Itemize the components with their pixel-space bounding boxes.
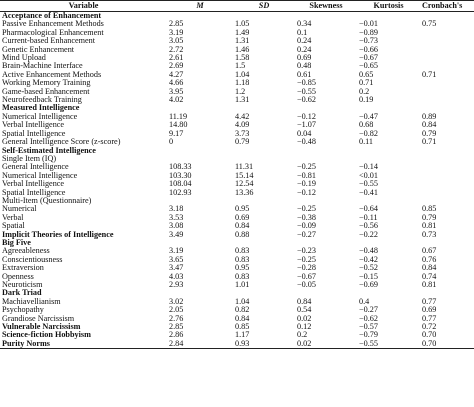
variable-cell: Acceptance of Enhancement: [2, 11, 102, 20]
sd-cell: 1.5: [235, 62, 246, 71]
sd-cell: 1.18: [235, 79, 250, 88]
kurtosis-cell: −0.48: [359, 247, 378, 256]
cronbach-cell: 0.85: [422, 205, 437, 214]
table-row: [0, 264, 474, 272]
mean-cell: 4.27: [169, 70, 184, 79]
sd-cell: 0.83: [235, 272, 250, 281]
mean-cell: 2.61: [169, 54, 184, 63]
mean-cell: [167, 147, 233, 155]
variable-cell: Measured Intelligence: [2, 104, 80, 113]
variable-cell: General Intelligence Score (z-score): [2, 138, 121, 147]
table-row: [0, 113, 474, 121]
kurtosis-cell: −0.41: [359, 188, 378, 197]
skewness-cell: [295, 104, 357, 112]
sd-cell: 1.58: [235, 54, 250, 63]
kurtosis-cell: −0.14: [359, 163, 378, 172]
mean-cell: 9.17: [169, 129, 184, 138]
kurtosis-cell: 0.2: [359, 87, 370, 96]
kurtosis-cell: 0.11: [359, 138, 374, 147]
sd-cell: [233, 147, 295, 155]
cronbach-cell: [420, 180, 474, 188]
sd-cell: 0.79: [235, 138, 250, 147]
table-body: [0, 12, 474, 349]
header-row: [0, 1, 474, 12]
sd-cell: 0.85: [235, 323, 250, 332]
cronbach-cell: 0.67: [422, 247, 437, 256]
mean-cell: 11.19: [169, 112, 188, 121]
sd-cell: 4.42: [235, 112, 250, 121]
sd-cell: 1.31: [235, 37, 250, 46]
cronbach-cell: 0.81: [422, 222, 437, 231]
table-row: [0, 88, 474, 96]
table-row: [0, 71, 474, 79]
table-row: [0, 256, 474, 264]
sd-cell: 1.17: [235, 331, 250, 340]
kurtosis-cell: [357, 155, 420, 163]
kurtosis-cell: −0.01: [359, 20, 378, 29]
table-row: [0, 29, 474, 37]
skewness-cell: −0.19: [297, 180, 316, 189]
mean-cell: 3.05: [169, 37, 184, 46]
skewness-cell: [295, 239, 357, 247]
cronbach-cell: 0.76: [422, 255, 437, 264]
variable-cell: Grandiose Narcissism: [2, 314, 75, 323]
kurtosis-cell: −0.69: [359, 281, 378, 289]
kurtosis-cell: −0.62: [359, 314, 378, 323]
table-row: [0, 239, 474, 247]
variable-cell: Psychopathy: [2, 306, 44, 315]
sd-cell: [233, 239, 295, 247]
kurtosis-cell: −0.22: [359, 230, 378, 239]
variable-cell: Active Enhancement Methods: [2, 70, 102, 79]
skewness-cell: −0.81: [297, 171, 316, 180]
sd-cell: 0.93: [233, 340, 295, 349]
mean-cell: 3.53: [169, 213, 184, 222]
kurtosis-cell: −0.52: [359, 264, 378, 273]
kurtosis-cell: 0.19: [359, 96, 374, 105]
table-row: [0, 298, 474, 306]
sd-cell: 15.14: [235, 171, 254, 180]
kurtosis-cell: −0.27: [359, 306, 378, 315]
skewness-cell: −0.25: [297, 205, 316, 214]
sd-cell: 0.83: [235, 255, 250, 264]
sd-cell: 0.83: [235, 247, 250, 256]
skewness-cell: 0.54: [297, 306, 312, 315]
kurtosis-cell: 0.4: [359, 297, 370, 306]
mean-cell: 108.33: [169, 163, 192, 172]
sd-cell: 1.49: [235, 28, 250, 37]
sd-cell: 1.04: [235, 70, 250, 79]
skewness-cell: [295, 155, 357, 163]
cronbach-cell: [420, 155, 474, 163]
mean-cell: [167, 104, 233, 112]
mean-cell: [167, 289, 233, 297]
skewness-cell: 0.02: [297, 314, 312, 323]
cronbach-cell: [420, 54, 474, 62]
cronbach-cell: [420, 29, 474, 37]
kurtosis-cell: −0.42: [359, 255, 378, 264]
kurtosis-cell: <0.01: [359, 171, 378, 180]
header-skewness: Skewness: [295, 1, 357, 12]
skewness-cell: 0.24: [297, 37, 312, 46]
skewness-cell: [295, 12, 357, 21]
sd-cell: 1.31: [235, 96, 250, 105]
mean-cell: 3.49: [169, 230, 184, 239]
mean-cell: 2.69: [169, 62, 184, 71]
skewness-cell: [295, 147, 357, 155]
skewness-cell: −0.67: [297, 272, 316, 281]
variable-cell: Single Item (IQ): [2, 154, 57, 163]
table-row: [0, 306, 474, 314]
table-row: [0, 138, 474, 146]
header-kurtosis: Kurtosis: [357, 1, 420, 12]
variable-cell: Vulnerable Narcissism: [2, 323, 81, 332]
table-row: [0, 147, 474, 155]
kurtosis-cell: −0.55: [357, 340, 420, 349]
table-row: [0, 163, 474, 171]
variable-cell: Extraversion: [2, 264, 44, 273]
mean-cell: 2.05: [169, 306, 184, 315]
cronbach-cell: 0.73: [422, 230, 437, 239]
skewness-cell: −0.23: [297, 247, 316, 256]
skewness-cell: −0.62: [297, 96, 316, 105]
cronbach-cell: 0.72: [422, 323, 437, 332]
skewness-cell: −0.55: [297, 87, 316, 96]
sd-cell: 1.2: [235, 87, 246, 96]
mean-cell: 3.65: [169, 255, 184, 264]
skewness-cell: −0.12: [297, 188, 316, 197]
cronbach-cell: [420, 37, 474, 45]
cronbach-cell: 0.77: [422, 297, 437, 306]
cronbach-cell: [420, 62, 474, 70]
table-row: [0, 189, 474, 197]
sd-cell: [233, 289, 295, 297]
variable-cell: Verbal Intelligence: [2, 121, 65, 130]
kurtosis-cell: −0.56: [359, 222, 378, 231]
table-row: [0, 231, 474, 239]
table-row: [0, 104, 474, 112]
table-row: [0, 155, 474, 163]
cronbach-cell: [420, 239, 474, 247]
variable-cell: General Intelligence: [2, 163, 69, 172]
mean-cell: 14.80: [169, 121, 188, 130]
table-row: [0, 130, 474, 138]
variable-cell: Numerical Intelligence: [2, 112, 78, 121]
header-mean: M: [167, 1, 233, 12]
variable-cell: Openness: [2, 272, 34, 281]
sd-cell: 0.95: [235, 264, 250, 273]
skewness-cell: −0.25: [297, 255, 316, 264]
cronbach-cell: 0.89: [422, 112, 437, 121]
skewness-cell: −0.48: [297, 138, 316, 147]
table-row: [0, 79, 474, 87]
cronbach-cell: 0.71: [422, 70, 437, 79]
kurtosis-cell: [357, 12, 420, 21]
mean-cell: 2.86: [169, 331, 184, 340]
skewness-cell: 0.04: [297, 129, 312, 138]
sd-cell: 11.31: [235, 163, 254, 172]
table-row: [0, 37, 474, 45]
cronbach-cell: 0.74: [422, 272, 437, 281]
table-row: [0, 289, 474, 297]
mean-cell: 3.18: [169, 205, 184, 214]
variable-cell: Big Five: [2, 238, 31, 247]
sd-cell: 1.05: [235, 20, 250, 29]
mean-cell: 2.72: [169, 45, 184, 54]
kurtosis-cell: −0.64: [359, 205, 378, 214]
kurtosis-cell: −0.79: [359, 331, 378, 340]
mean-cell: [167, 239, 233, 247]
variable-cell: Science-fiction Hobbyism: [2, 331, 91, 340]
mean-cell: 3.19: [169, 247, 184, 256]
sd-cell: [233, 12, 295, 21]
table-row: [0, 273, 474, 281]
table-row: [0, 214, 474, 222]
sd-cell: [233, 104, 295, 112]
cronbach-cell: 0.70: [420, 340, 474, 349]
variable-cell: Numerical: [2, 205, 37, 214]
variable-cell: Genetic Enhancement: [2, 45, 75, 54]
variable-cell: Neurofeedback Training: [2, 96, 82, 105]
table-row: [0, 247, 474, 255]
sd-cell: 0.84: [235, 314, 250, 323]
table-row: [0, 323, 474, 331]
mean-cell: 4.02: [169, 96, 184, 105]
kurtosis-cell: 0.65: [359, 70, 374, 79]
mean-cell: 2.76: [169, 314, 184, 323]
variable-cell: Spatial Intelligence: [2, 129, 66, 138]
variable-cell: Conscientiousness: [2, 255, 63, 264]
cronbach-cell: 0.79: [422, 129, 437, 138]
mean-cell: 2.93: [169, 281, 184, 289]
table-row: [0, 281, 474, 289]
mean-cell: 3.19: [169, 28, 184, 37]
kurtosis-cell: −0.47: [359, 112, 378, 121]
table-row: [0, 197, 474, 205]
kurtosis-cell: [357, 197, 420, 205]
skewness-cell: −0.28: [297, 264, 316, 273]
variable-cell: Passive Enhancement Methods: [2, 20, 104, 29]
cronbach-cell: [420, 79, 474, 87]
table-row: [0, 96, 474, 104]
skewness-cell: [295, 197, 357, 205]
sd-cell: 0.69: [235, 213, 250, 222]
skewness-cell: 0.48: [297, 62, 312, 71]
cronbach-cell: 0.71: [422, 138, 437, 147]
header-variable: Variable: [0, 1, 167, 12]
kurtosis-cell: −0.15: [359, 272, 378, 281]
skewness-cell: −0.27: [297, 230, 316, 239]
variable-cell: Multi-Item (Questionnaire): [2, 196, 92, 205]
variable-cell: Agreeableness: [2, 247, 50, 256]
kurtosis-cell: −0.89: [359, 28, 378, 37]
kurtosis-cell: [357, 239, 420, 247]
kurtosis-cell: [357, 104, 420, 112]
kurtosis-cell: −0.57: [359, 323, 378, 332]
skewness-cell: [295, 289, 357, 297]
sd-cell: 1.01: [235, 281, 250, 289]
sd-cell: 12.54: [235, 180, 254, 189]
kurtosis-cell: −0.82: [359, 129, 378, 138]
mean-cell: [167, 12, 233, 21]
skewness-cell: 0.61: [297, 70, 312, 79]
skewness-cell: 0.69: [297, 54, 312, 63]
mean-cell: 103.30: [169, 171, 192, 180]
sd-cell: 0.82: [235, 306, 250, 315]
table-row: [0, 222, 474, 230]
kurtosis-cell: [357, 289, 420, 297]
header-cronbach: Cronbach's: [420, 1, 474, 12]
mean-cell: [167, 197, 233, 205]
sd-cell: 3.73: [235, 129, 250, 138]
mean-cell: 3.95: [169, 87, 184, 96]
cronbach-cell: 0.81: [422, 281, 437, 289]
mean-cell: 3.08: [169, 222, 184, 231]
cronbach-cell: [420, 147, 474, 155]
cronbach-cell: [420, 289, 474, 297]
mean-cell: 2.85: [169, 323, 184, 332]
variable-cell: Purity Norms: [0, 340, 167, 349]
sd-cell: 4.09: [235, 121, 250, 130]
table-row: [0, 205, 474, 213]
skewness-cell: 0.2: [297, 331, 308, 340]
cronbach-cell: [420, 189, 474, 197]
skewness-cell: −0.25: [297, 163, 316, 172]
sd-cell: 13.36: [235, 188, 254, 197]
mean-cell: [167, 155, 233, 163]
variable-cell: Machiavellianism: [2, 297, 61, 306]
variable-cell: Spatial: [2, 222, 25, 231]
mean-cell: 2.84: [167, 340, 233, 349]
kurtosis-cell: [357, 147, 420, 155]
skewness-cell: 0.12: [297, 323, 312, 332]
variable-cell: Pharmacological Enhancement: [2, 28, 104, 37]
kurtosis-cell: −0.66: [359, 45, 378, 54]
variable-cell: Working Memory Training: [2, 79, 91, 88]
cronbach-cell: 0.84: [422, 264, 437, 273]
table-row: [0, 180, 474, 188]
cronbach-cell: [420, 197, 474, 205]
mean-cell: 102.93: [169, 188, 192, 197]
mean-cell: 2.85: [169, 20, 184, 29]
sd-cell: 1.46: [235, 45, 250, 54]
mean-cell: 3.47: [169, 264, 184, 273]
kurtosis-cell: 0.71: [359, 79, 374, 88]
table-row: [0, 54, 474, 62]
variable-cell: Spatial Intelligence: [2, 188, 66, 197]
kurtosis-cell: 0.68: [359, 121, 374, 130]
variable-cell: Dark Triad: [2, 289, 42, 298]
variable-cell: Neuroticism: [2, 281, 43, 289]
variable-cell: Game-based Enhancement: [2, 87, 90, 96]
skewness-cell: −1.07: [297, 121, 316, 130]
sd-cell: 0.88: [235, 230, 250, 239]
skewness-cell: 0.1: [297, 28, 308, 37]
cronbach-cell: [420, 12, 474, 21]
skewness-cell: 0.84: [297, 297, 312, 306]
kurtosis-cell: −0.65: [359, 62, 378, 71]
skewness-cell: 0.34: [297, 20, 312, 29]
cronbach-cell: 0.84: [422, 121, 437, 130]
table-row: [0, 12, 474, 21]
kurtosis-cell: −0.55: [359, 180, 378, 189]
table-row: [0, 62, 474, 70]
cronbach-cell: [420, 172, 474, 180]
mean-cell: 3.02: [169, 297, 184, 306]
sd-cell: 0.84: [235, 222, 250, 231]
skewness-cell: 0.24: [297, 45, 312, 54]
table-row: [0, 121, 474, 129]
variable-cell: Mind Upload: [2, 54, 46, 63]
skewness-cell: −0.85: [297, 79, 316, 88]
sd-cell: [233, 155, 295, 163]
cronbach-cell: [420, 96, 474, 104]
variable-cell: Numerical Intelligence: [2, 171, 78, 180]
sd-cell: 0.95: [235, 205, 250, 214]
sd-cell: 1.04: [235, 297, 250, 306]
table-row: [0, 340, 474, 349]
sd-cell: [233, 197, 295, 205]
cronbach-cell: [420, 88, 474, 96]
skewness-cell: −0.09: [297, 222, 316, 231]
cronbach-cell: 0.77: [422, 314, 437, 323]
variable-cell: Brain-Machine Interface: [2, 62, 83, 71]
table-row: [0, 20, 474, 28]
kurtosis-cell: −0.67: [359, 54, 378, 63]
variable-cell: Verbal Intelligence: [2, 180, 65, 189]
cronbach-cell: [420, 46, 474, 54]
mean-cell: 108.04: [169, 180, 192, 189]
cronbach-cell: [420, 104, 474, 112]
table-row: [0, 172, 474, 180]
cronbach-cell: 0.79: [422, 213, 437, 222]
variable-cell: Self-Estimated Intelligence: [2, 146, 96, 155]
mean-cell: 0: [169, 138, 174, 147]
header-sd: SD: [233, 1, 295, 12]
cronbach-cell: 0.70: [422, 331, 437, 340]
variable-cell: Current-based Enhancement: [2, 37, 95, 46]
table-row: [0, 46, 474, 54]
kurtosis-cell: −0.73: [359, 37, 378, 46]
cronbach-cell: 0.69: [422, 306, 437, 315]
skewness-cell: −0.05: [297, 281, 316, 289]
mean-cell: 4.03: [169, 272, 184, 281]
skewness-cell: 0.02: [295, 340, 357, 349]
mean-cell: 4.66: [169, 79, 184, 88]
cronbach-cell: [420, 163, 474, 171]
kurtosis-cell: −0.11: [359, 213, 378, 222]
cronbach-cell: 0.75: [422, 20, 437, 29]
skewness-cell: −0.12: [297, 112, 316, 121]
skewness-cell: −0.38: [297, 213, 316, 222]
variable-cell: Verbal: [2, 213, 24, 222]
table-row: [0, 315, 474, 323]
variable-cell: Implicit Theories of Intelligence: [2, 230, 114, 239]
table-row: [0, 331, 474, 339]
